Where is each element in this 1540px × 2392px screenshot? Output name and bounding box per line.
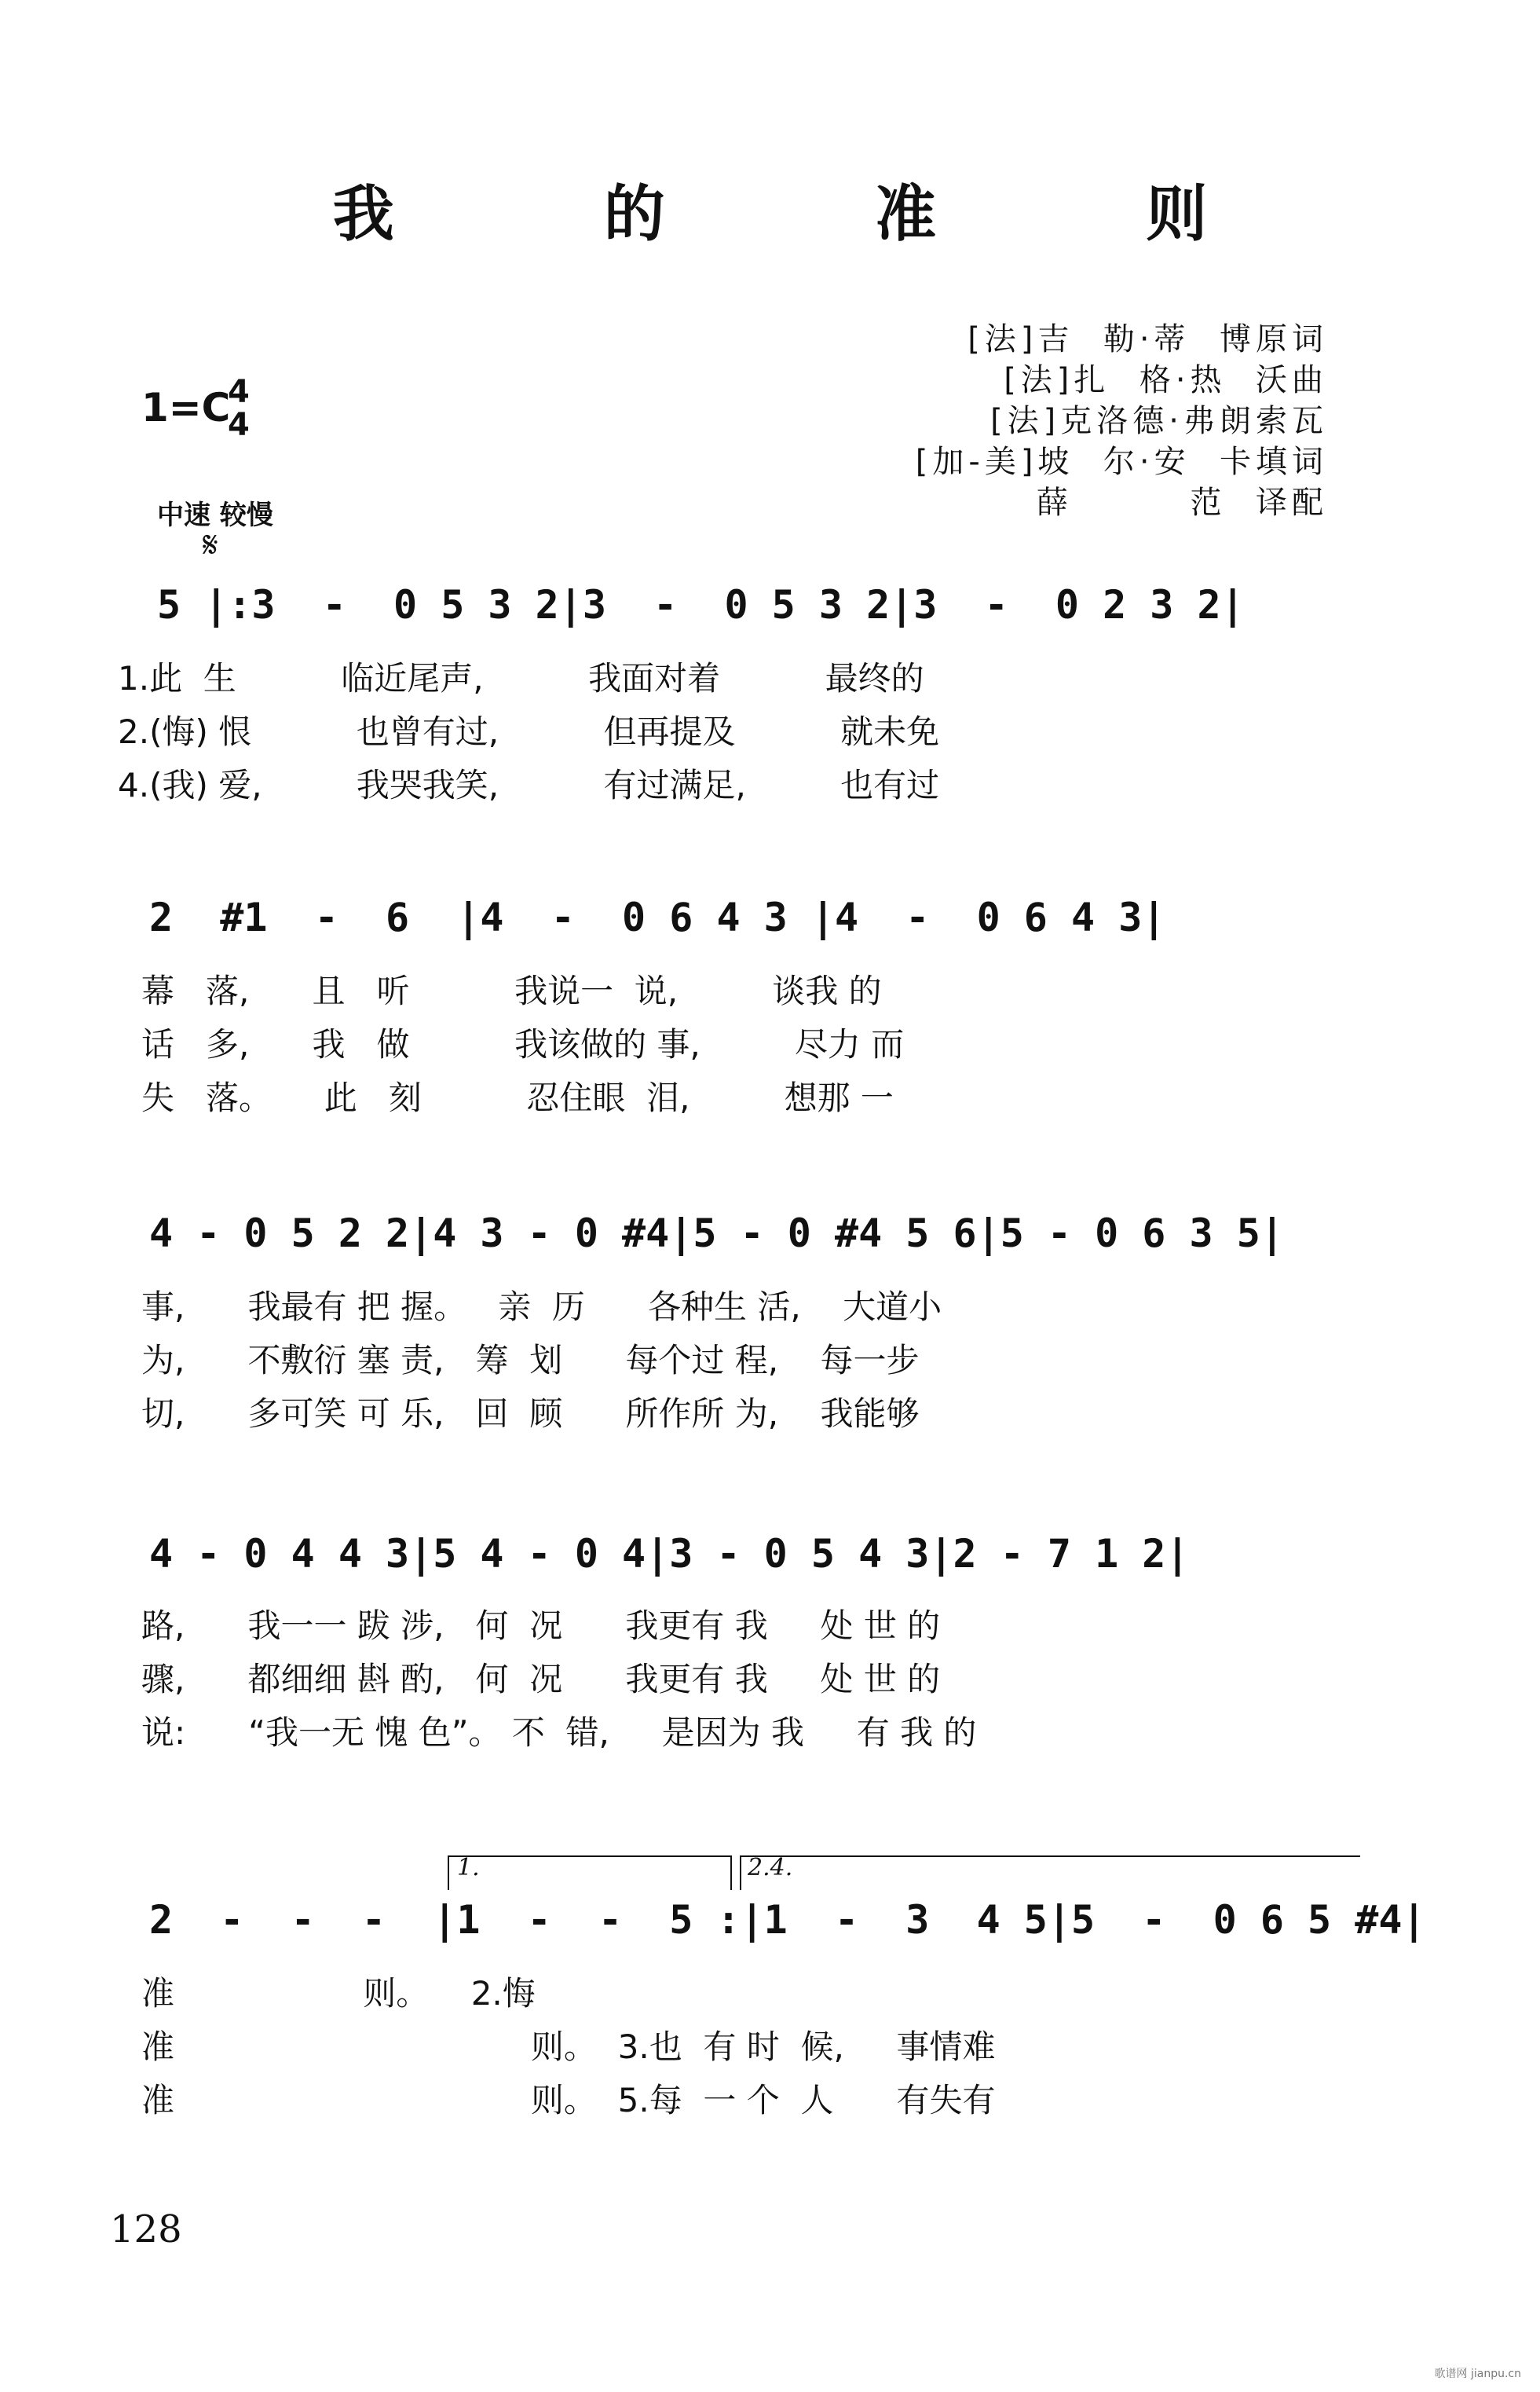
credit-composer-2: [法]克洛德·弗朗索瓦	[990, 403, 1328, 439]
lyric-line-5-2: 准 则。 3.也 有 时 候, 事情难	[141, 2028, 996, 2066]
volta-bracket-1	[448, 1855, 730, 1857]
notation-system-3: 4 - 0 5 2 2|4 3 - 0 #4|5 - 0 #4 5 6|5 - 0 6 3 5|	[149, 1211, 1284, 1256]
time-signature-bottom: 4	[228, 407, 250, 443]
lyric-line-1-1: 1.此 生 临近尾声, 我面对着 最终的	[118, 659, 924, 698]
lyric-line-2-2: 话 多, 我 做 我该做的 事, 尽力 而	[141, 1025, 905, 1064]
volta-label-2: 2.4.	[748, 1854, 793, 1881]
lyric-line-1-2: 2.(悔) 恨 也曾有过, 但再提及 就未免	[118, 712, 940, 751]
volta-label-1: 1.	[457, 1854, 480, 1881]
time-signature	[228, 375, 250, 441]
lyric-line-2-3: 失 落。 此 刻 忍住眼 泪, 想那 一	[141, 1079, 894, 1117]
lyric-line-4-3: 说: “我一无 愧 色”。 不 错, 是因为 我 有 我 的	[141, 1713, 977, 1752]
segno-icon: 𝄋	[203, 523, 218, 566]
lyric-line-5-1: 准 则。 2.悔	[141, 1974, 536, 2013]
lyric-line-3-3: 切, 多可笑 可 乐, 回 顾 所作所 为, 我能够	[141, 1394, 920, 1433]
tempo-marking: 中速 较慢	[157, 500, 273, 531]
lyric-line-4-2: 骤, 都细细 斟 酌, 何 况 我更有 我 处 世 的	[141, 1660, 941, 1698]
volta-bracket-2-left	[740, 1855, 741, 1890]
credit-adapter: [加-美]坡 尔·安 卡填词	[915, 444, 1328, 480]
credit-lyricist: [法]吉 勒·蒂 博原词	[968, 321, 1328, 357]
notation-system-2: 2 #1 - 6 |4 - 0 6 4 3 |4 - 0 6 4 3|	[149, 895, 1166, 940]
volta-bracket-1-left	[448, 1855, 449, 1890]
time-signature-top: 4	[228, 374, 250, 410]
lyric-line-1-3: 4.(我) 爱, 我哭我笑, 有过满足, 也有过	[118, 766, 940, 804]
lyric-line-3-1: 事, 我最有 把 握。 亲 历 各种生 活, 大道小	[141, 1288, 942, 1326]
watermark: 歌谱网 jianpu.cn	[1434, 2368, 1521, 2380]
notation-system-1: 5 |:3 - 0 5 3 2|3 - 0 5 3 2|3 - 0 2 3 2|	[157, 582, 1245, 628]
lyric-line-5-3: 准 则。 5.每 一 个 人 有失有	[141, 2081, 996, 2119]
lyric-line-4-1: 路, 我一一 跋 涉, 何 况 我更有 我 处 世 的	[141, 1606, 941, 1645]
credit-composer-1: [法]扎 格·热 沃曲	[1004, 362, 1328, 398]
page-number: 128	[110, 2207, 182, 2251]
song-title: 我 的 准 则	[332, 178, 1302, 250]
lyric-line-2-1: 幕 落, 且 听 我说一 说, 谈我 的	[141, 972, 882, 1010]
notation-system-4: 4 - 0 4 4 3|5 4 - 0 4|3 - 0 5 4 3|2 - 7 1 2|	[149, 1531, 1190, 1577]
key-signature: 1=C	[141, 385, 231, 430]
notation-system-5: 2 - - - |1 - - 5 :|1 - 3 4 5|5 - 0 6 5 #4|	[149, 1897, 1426, 1943]
lyric-line-3-2: 为, 不敷衍 塞 责, 筹 划 每个过 程, 每一步	[141, 1341, 920, 1379]
volta-bracket-1-right	[730, 1855, 732, 1890]
volta-bracket-2	[740, 1855, 1360, 1857]
credit-translator: 薛 范 译配	[1036, 485, 1328, 521]
